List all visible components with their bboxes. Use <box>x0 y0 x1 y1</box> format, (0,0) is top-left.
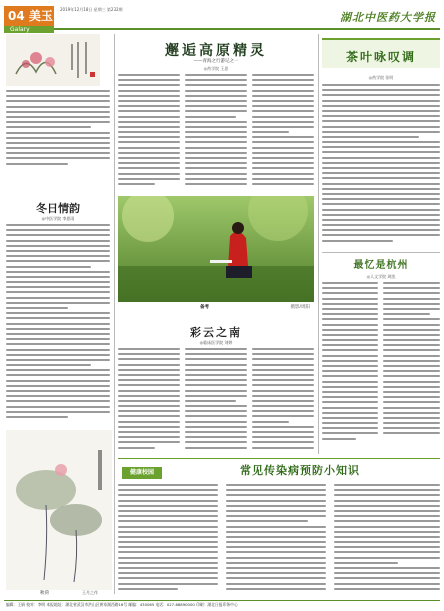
feature-subtitle: ——青海之行游记之一 <box>193 59 239 64</box>
tea-byline: ◎药学院 张明 <box>368 75 394 80</box>
health-divider <box>118 458 440 459</box>
south-col-3 <box>252 348 314 454</box>
left-intro-text <box>6 90 110 168</box>
memory-col-2 <box>383 282 440 452</box>
lotus-caption: 秋荷 <box>40 591 49 596</box>
health-col-1 <box>118 484 218 594</box>
photo-credit: 摄影/周阳 <box>290 305 310 310</box>
memory-byline: ◎人文学院 周凯 <box>366 274 396 279</box>
masthead <box>4 4 440 33</box>
lotus-painting <box>6 430 112 590</box>
south-col-1 <box>118 348 180 454</box>
column-divider <box>318 34 319 454</box>
winter-title: 冬日情韵 <box>36 202 80 215</box>
health-col-3 <box>334 484 440 594</box>
page-number-label: 04 美玉 <box>4 6 54 26</box>
health-title: 常见传染病预防小知识 <box>240 464 360 477</box>
feature-col-1 <box>118 74 180 192</box>
winter-body <box>6 224 110 424</box>
top-painting <box>6 34 100 86</box>
memory-title: 最忆是杭州 <box>353 260 409 271</box>
memory-col-1 <box>322 282 378 452</box>
paper-name: 湖北中医药大学报 <box>340 11 436 24</box>
feature-title: 邂逅高原精灵 <box>165 43 267 59</box>
photo-caption <box>118 304 314 314</box>
page-footer: 编辑：王娟 校对：李明 本报地址：湖北省武汉市洪山区黄家湖西路16号 邮编：430065 电话：027-68890000 印刷：湖北日报印务中心 <box>4 600 440 609</box>
tea-body <box>322 84 440 250</box>
health-tag: 健康校园 <box>122 467 162 479</box>
column-divider <box>114 34 115 594</box>
winter-byline: ◎中医学院 李思雨 <box>41 216 75 221</box>
feature-byline: ◎药学院 王思 <box>203 66 229 71</box>
feature-col-2 <box>185 74 247 192</box>
section-divider <box>322 252 440 253</box>
feature-col-3 <box>252 74 314 192</box>
south-byline: ◎临床医学院 刘婷 <box>199 340 233 345</box>
issue-meta: 2019年12月18日 星期三 第232期 <box>60 7 123 12</box>
photo-caption-title: 备考 <box>200 305 209 310</box>
student-photo <box>118 196 314 302</box>
south-title: 彩云之南 <box>190 326 242 339</box>
lotus-artist: 王月之作 <box>82 590 98 595</box>
south-col-2 <box>185 348 247 454</box>
section-label: Galary <box>4 26 54 33</box>
health-col-2 <box>226 484 326 594</box>
tea-title: 茶叶咏叹调 <box>345 50 416 64</box>
